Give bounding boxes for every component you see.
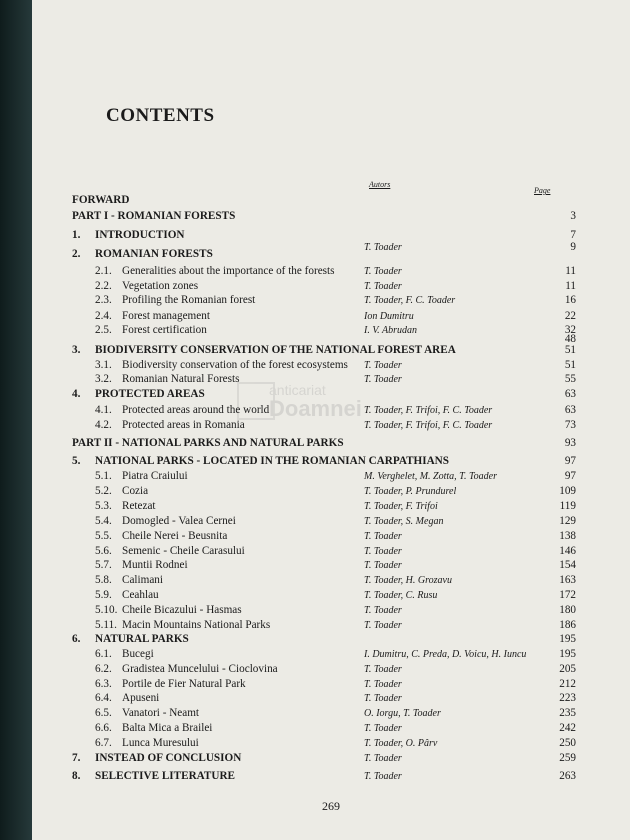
toc-entry bbox=[32, 769, 630, 784]
toc-entry-page: 32 bbox=[564, 324, 576, 336]
toc-entry-title: Vanatori - Neamt bbox=[122, 707, 200, 719]
toc-entry bbox=[32, 279, 630, 294]
toc-entry-title: ROMANIAN FORESTS bbox=[95, 248, 213, 260]
toc-entry bbox=[32, 209, 630, 224]
toc-entry-title: INTRODUCTION bbox=[95, 229, 185, 241]
toc-entry-title: SELECTIVE LITERATURE bbox=[95, 770, 235, 782]
toc-entry-number: 6. bbox=[72, 633, 81, 645]
toc-entry bbox=[32, 293, 630, 308]
toc-entry-number: 2.3. bbox=[95, 294, 112, 306]
toc-entry bbox=[32, 529, 630, 544]
toc-entry bbox=[32, 387, 630, 402]
toc-entry-number: 1. bbox=[72, 229, 81, 241]
toc-entry bbox=[32, 721, 630, 736]
toc-entry-number: 8. bbox=[72, 770, 81, 782]
toc-entry-page: 16 bbox=[564, 294, 576, 306]
toc-entry-page: 242 bbox=[559, 722, 576, 734]
toc-entry-page: 186 bbox=[559, 619, 576, 631]
toc-entry-number: 2.4. bbox=[95, 310, 112, 322]
toc-entry-page: 11 bbox=[565, 265, 576, 277]
toc-entry-page: 55 bbox=[564, 373, 576, 385]
toc-entry-page: 163 bbox=[559, 574, 576, 586]
toc-entry-page: 138 bbox=[559, 530, 576, 542]
toc-entry-title: Gradistea Muncelului - Cioclovina bbox=[122, 663, 278, 675]
toc-entry-author: T. Toader bbox=[364, 605, 402, 616]
toc-entry-title: Ceahlau bbox=[122, 589, 159, 601]
toc-entry bbox=[32, 436, 630, 451]
toc-entry bbox=[32, 514, 630, 529]
toc-entry bbox=[32, 264, 630, 279]
toc-entry-page: 195 bbox=[559, 648, 576, 660]
toc-entry-number: 4.2. bbox=[95, 419, 112, 431]
toc-entry-author: T. Toader bbox=[364, 664, 402, 675]
toc-entry-author: I. V. Abrudan bbox=[364, 325, 417, 336]
toc-entry-page: 93 bbox=[564, 437, 576, 449]
toc-entry bbox=[32, 403, 630, 418]
toc-entry-number: 5.2. bbox=[95, 485, 112, 497]
toc-entry-number: 6.2. bbox=[95, 663, 112, 675]
toc-entry-author: T. Toader bbox=[364, 281, 402, 292]
toc-entry-number: 7. bbox=[72, 752, 81, 764]
toc-entry-page: 97 bbox=[564, 470, 576, 482]
toc-entry bbox=[32, 647, 630, 662]
watermark-line2: Doamnei bbox=[269, 396, 362, 421]
toc-entry bbox=[32, 499, 630, 514]
toc-entry-page: 9 bbox=[570, 241, 576, 253]
toc-entry-number: 4.1. bbox=[95, 404, 112, 416]
toc-entry-number: 2. bbox=[72, 248, 81, 260]
toc-entry-number: 3.2. bbox=[95, 373, 112, 385]
toc-entry-page: 146 bbox=[559, 545, 576, 557]
toc-entry-page: 73 bbox=[564, 419, 576, 431]
toc-entry-author: T. Toader, O. Pârv bbox=[364, 738, 438, 749]
toc-entry-page: 51 bbox=[564, 344, 576, 356]
toc-entry-page: 212 bbox=[559, 678, 576, 690]
toc-entry-author: T. Toader bbox=[364, 620, 402, 631]
toc-entry-author: T. Toader bbox=[364, 753, 402, 764]
toc-entry-author: T. Toader bbox=[364, 546, 402, 557]
toc-entry-author: T. Toader, H. Grozavu bbox=[364, 575, 452, 586]
toc-entry-title: Protected areas in Romania bbox=[122, 419, 245, 431]
toc-entry-title: Portile de Fier Natural Park bbox=[122, 678, 246, 690]
toc-entry-page: 154 bbox=[559, 559, 576, 571]
toc-entry bbox=[32, 736, 630, 751]
toc-entry-page: 11 bbox=[565, 280, 576, 292]
toc-entry-page: 172 bbox=[559, 589, 576, 601]
toc-entry-title: PART II - NATIONAL PARKS AND NATURAL PARKS bbox=[72, 437, 344, 449]
book-page bbox=[32, 0, 630, 840]
toc-entry-author: T. Toader bbox=[364, 266, 402, 277]
toc-entry-title: Generalities about the importance of the forests bbox=[122, 265, 335, 277]
toc-entry-number: 6.7. bbox=[95, 737, 112, 749]
toc-entry-page: 180 bbox=[559, 604, 576, 616]
toc-entry-author: T. Toader, S. Megan bbox=[364, 516, 444, 527]
toc-entry-page: 63 bbox=[564, 404, 576, 416]
toc-entry-page: 97 bbox=[564, 455, 576, 467]
toc-entry-page: 63 bbox=[564, 388, 576, 400]
toc-entry bbox=[32, 603, 630, 618]
toc-entry-page: 48 bbox=[564, 333, 576, 345]
toc-entry-number: 5.11. bbox=[95, 619, 117, 631]
toc-entry bbox=[32, 372, 630, 387]
toc-entry-author: T. Toader, F. Trifoi, F. C. Toader bbox=[364, 420, 493, 431]
toc-entry-author: T. Toader, F. C. Toader bbox=[364, 295, 456, 306]
toc-entry-title: Biodiversity conservation of the forest ecosystems bbox=[122, 359, 348, 371]
toc-entry-title: Macin Mountains National Parks bbox=[122, 619, 271, 631]
toc-entry-page: 119 bbox=[559, 500, 576, 512]
toc-entry-author: T. Toader, F. Trifoi bbox=[364, 501, 438, 512]
toc-entry-number: 5.9. bbox=[95, 589, 112, 601]
toc-entry-number: 3.1. bbox=[95, 359, 112, 371]
toc-entry-page: 7 bbox=[570, 229, 576, 241]
toc-entry-author: T. Toader bbox=[364, 560, 402, 571]
toc-entry-title: Semenic - Cheile Carasului bbox=[122, 545, 245, 557]
toc-entry-title: Piatra Craiului bbox=[122, 470, 188, 482]
toc-entry-author: Ion Dumitru bbox=[364, 311, 414, 322]
toc-entry-title: Muntii Rodnei bbox=[122, 559, 188, 571]
page-column-header: Page bbox=[534, 186, 551, 195]
toc-entry-page: 51 bbox=[564, 359, 576, 371]
toc-entry-title: Vegetation zones bbox=[122, 280, 199, 292]
toc-entry bbox=[32, 632, 630, 647]
toc-entry bbox=[32, 358, 630, 373]
toc-entry-number: 6.3. bbox=[95, 678, 112, 690]
toc-entry bbox=[32, 418, 630, 433]
toc-entry-page: 205 bbox=[559, 663, 576, 675]
toc-entry-author: T. Toader, P. Prundurel bbox=[364, 486, 457, 497]
toc-entry-number: 5.7. bbox=[95, 559, 112, 571]
toc-entry bbox=[32, 454, 630, 469]
toc-entry-number: 2.2. bbox=[95, 280, 112, 292]
book-spine bbox=[0, 0, 32, 840]
toc-entry bbox=[32, 662, 630, 677]
toc-entry-title: PROTECTED AREAS bbox=[95, 388, 205, 400]
toc-entry-title: Domogled - Valea Cernei bbox=[122, 515, 236, 527]
toc-entry-title: PART I - ROMANIAN FORESTS bbox=[72, 210, 236, 222]
toc-entry-author: T. Toader bbox=[364, 531, 402, 542]
toc-entry-page: 109 bbox=[559, 485, 576, 497]
toc-entry bbox=[32, 247, 630, 262]
toc-entry-page: 250 bbox=[559, 737, 576, 749]
toc-entry-number: 5.4. bbox=[95, 515, 112, 527]
toc-entry-title: FORWARD bbox=[72, 194, 130, 206]
toc-entry-title: BIODIVERSITY CONSERVATION OF THE NATIONAL FOREST AREA bbox=[95, 344, 456, 356]
toc-entry-author: O. Iorgu, T. Toader bbox=[364, 708, 441, 719]
toc-entry-page: 3 bbox=[570, 210, 576, 222]
authors-column-header: Autors bbox=[369, 180, 391, 189]
toc-entry-author: T. Toader, F. Trifoi, F. C. Toader bbox=[364, 405, 493, 416]
toc-entry bbox=[32, 573, 630, 588]
toc-entry-number: 6.6. bbox=[95, 722, 112, 734]
toc-entry-number: 2.5. bbox=[95, 324, 112, 336]
toc-entry-number: 6.4. bbox=[95, 692, 112, 704]
toc-entry bbox=[32, 193, 630, 208]
toc-entry-author: T. Toader bbox=[364, 374, 402, 385]
toc-entry bbox=[32, 691, 630, 706]
toc-entry-number: 5.6. bbox=[95, 545, 112, 557]
toc-entry-number: 2.1. bbox=[95, 265, 112, 277]
toc-entry-page: 129 bbox=[559, 515, 576, 527]
toc-entry-title: Profiling the Romanian forest bbox=[122, 294, 256, 306]
toc-entry-author: T. Toader bbox=[364, 771, 402, 782]
toc-entry-title: Lunca Muresului bbox=[122, 737, 199, 749]
toc-entry-author: I. Dumitru, C. Preda, D. Voicu, H. Iuncu bbox=[364, 649, 527, 660]
toc-entry-author: T. Toader bbox=[364, 360, 402, 371]
toc-entry-author: T. Toader bbox=[364, 242, 402, 253]
toc-entry-title: Retezat bbox=[122, 500, 156, 512]
toc-entry-number: 6.5. bbox=[95, 707, 112, 719]
toc-entry-number: 5.3. bbox=[95, 500, 112, 512]
toc-entry-title: Apuseni bbox=[122, 692, 160, 704]
toc-entry-number: 3. bbox=[72, 344, 81, 356]
toc-entry-title: Cheile Bicazului - Hasmas bbox=[122, 604, 242, 616]
toc-entry-number: 5. bbox=[72, 455, 81, 467]
watermark-line1: anticariat bbox=[269, 382, 326, 398]
toc-entry-author: T. Toader bbox=[364, 723, 402, 734]
toc-entry-page: 263 bbox=[559, 770, 576, 782]
toc-entry-number: 5.10. bbox=[95, 604, 118, 616]
toc-entry-title: Bucegi bbox=[122, 648, 154, 660]
toc-entry bbox=[32, 677, 630, 692]
toc-entry-author: M. Verghelet, M. Zotta, T. Toader bbox=[364, 471, 497, 482]
toc-entry-title: Forest management bbox=[122, 310, 210, 322]
toc-entry bbox=[32, 558, 630, 573]
toc-entry-number: 5.1. bbox=[95, 470, 112, 482]
toc-entry-title: NATURAL PARKS bbox=[95, 633, 189, 645]
toc-entry-number: 4. bbox=[72, 388, 81, 400]
toc-entry-title: INSTEAD OF CONCLUSION bbox=[95, 752, 242, 764]
toc-entry bbox=[32, 343, 630, 358]
toc-entry-title: NATIONAL PARKS - LOCATED IN THE ROMANIAN CARPATHIANS bbox=[95, 455, 449, 467]
toc-entry bbox=[32, 484, 630, 499]
toc-entry bbox=[32, 588, 630, 603]
toc-entry-page: 235 bbox=[559, 707, 576, 719]
toc-entry-page: 195 bbox=[559, 633, 576, 645]
toc-entry-page: 223 bbox=[559, 692, 576, 704]
toc-entry-title: Forest certification bbox=[122, 324, 207, 336]
toc-entry-page: 22 bbox=[564, 310, 576, 322]
toc-entry-title: Romanian Natural Forests bbox=[122, 373, 240, 385]
toc-entry-author: T. Toader bbox=[364, 679, 402, 690]
toc-entry-number: 5.5. bbox=[95, 530, 112, 542]
toc-entry bbox=[32, 706, 630, 721]
page-title: CONTENTS bbox=[106, 105, 215, 126]
toc-entry-title: Calimani bbox=[122, 574, 164, 586]
toc-entry-number: 5.8. bbox=[95, 574, 112, 586]
toc-entry-title: Balta Mica a Brailei bbox=[122, 722, 213, 734]
toc-entry bbox=[32, 751, 630, 766]
toc-entry-number: 6.1. bbox=[95, 648, 112, 660]
page-number: 269 bbox=[322, 799, 340, 813]
toc-entry bbox=[32, 309, 630, 324]
toc-entry-title: Cozia bbox=[122, 485, 149, 497]
toc-entry bbox=[32, 469, 630, 484]
toc-entry-author: T. Toader, C. Rusu bbox=[364, 590, 438, 601]
toc-entry bbox=[32, 544, 630, 559]
toc-entry-title: Cheile Nerei - Beusnita bbox=[122, 530, 228, 542]
toc-entry-author: T. Toader bbox=[364, 693, 402, 704]
toc-entry-page: 259 bbox=[559, 752, 576, 764]
toc-entry bbox=[32, 618, 630, 633]
toc-entry-title: Protected areas around the world bbox=[122, 404, 270, 416]
